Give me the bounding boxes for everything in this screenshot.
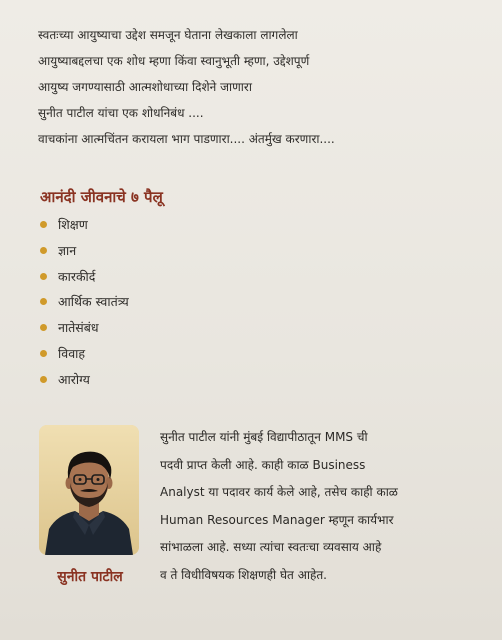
intro-line: आयुष्याबद्दलचा एक शोध म्हणा किंवा स्वानुभूती म्हणा, उद्देशपूर्ण [38,54,310,68]
list-item [40,315,129,341]
author-bio [160,424,480,590]
aspect-label: कारकीर्द [58,268,96,284]
author-portrait-icon [39,425,139,555]
list-item [40,238,129,264]
list-item [40,289,129,315]
list-item [40,367,129,393]
intro-blurb [38,22,478,152]
bio-line: Analyst या पदावर कार्य केले आहे, तसेच काही काळ [160,485,398,500]
author-name: सुनीत पाटील [57,569,123,585]
list-item [40,341,129,367]
bio-line: पदवी प्राप्त केली आहे. काही काळ Business [160,457,366,472]
aspect-label: आरोग्य [58,371,90,387]
aspect-label: आर्थिक स्वातंत्र्य [58,294,129,310]
aspect-label: नातेसंबंध [58,320,99,336]
aspect-label: शिक्षण [58,217,88,232]
author-photo [39,425,139,555]
list-item [40,212,129,238]
intro-line: स्वतःच्या आयुष्याचा उद्देश समजून घेताना लेखकाला लागलेला [38,28,298,42]
aspect-label: विवाह [58,345,86,361]
aspects-heading: आनंदी जीवनाचे ७ पैलू [40,188,163,206]
bullet-icon [40,247,47,254]
bullet-icon [40,376,47,383]
intro-line: सुनीत पाटील यांचा एक शोधनिबंध .... [38,106,204,120]
bullet-icon [40,350,47,357]
bullet-icon [40,273,47,280]
intro-line: आयुष्य जगण्यासाठी आत्मशोधाच्या दिशेने जाणारा [38,80,252,94]
bullet-icon [40,324,47,331]
bio-line: व ते विधीविषयक शिक्षणही घेत आहेत. [160,567,327,582]
bullet-icon [40,221,47,228]
intro-line: वाचकांना आत्मचिंतन करायला भाग पाडणारा.... अंतर्मुख करणारा.... [38,132,335,146]
aspects-list [40,212,129,393]
aspect-label: ज्ञान [58,242,77,258]
bio-line: सुनीत पाटील यांनी मुंबई विद्यापीठातून MMS ची [160,430,368,444]
bullet-icon [40,298,47,305]
bio-line: Human Resources Manager म्हणून कार्यभार [160,512,394,527]
bio-line: सांभाळला आहे. सध्या त्यांचा स्वतःचा व्यवसाय आहे [160,540,382,555]
list-item [40,264,129,290]
